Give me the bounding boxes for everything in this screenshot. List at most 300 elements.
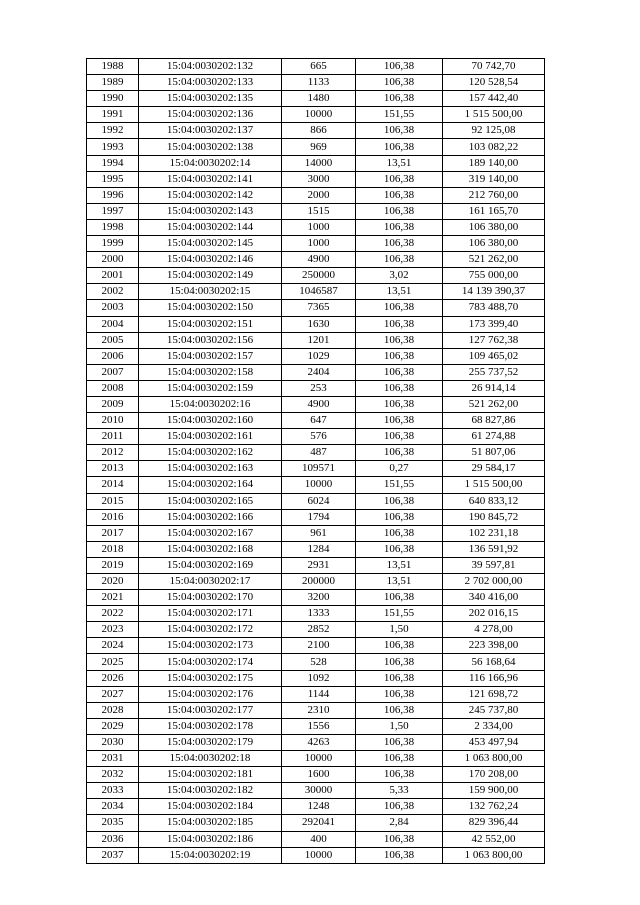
rate-cell: 3,02: [356, 268, 443, 284]
cadastral-number-cell: 15:04:0030202:185: [139, 815, 282, 831]
row-number-cell: 2027: [87, 686, 139, 702]
rate-cell: 106,38: [356, 493, 443, 509]
row-number-cell: 2013: [87, 461, 139, 477]
table-row: [87, 783, 545, 799]
rate-cell: 2,84: [356, 815, 443, 831]
row-number-cell: 2002: [87, 284, 139, 300]
area-cell: 647: [282, 413, 356, 429]
area-cell: 1630: [282, 316, 356, 332]
cadastral-number-cell: 15:04:0030202:166: [139, 509, 282, 525]
area-cell: 2852: [282, 622, 356, 638]
area-cell: 1333: [282, 606, 356, 622]
table-row: [87, 219, 545, 235]
table-row: [87, 284, 545, 300]
rate-cell: 106,38: [356, 203, 443, 219]
area-cell: 1248: [282, 799, 356, 815]
value-cell: 68 827,86: [443, 413, 545, 429]
value-cell: 51 807,06: [443, 445, 545, 461]
rate-cell: 106,38: [356, 171, 443, 187]
row-number-cell: 2020: [87, 574, 139, 590]
area-cell: 1046587: [282, 284, 356, 300]
area-cell: 1029: [282, 348, 356, 364]
rate-cell: 13,51: [356, 284, 443, 300]
rate-cell: 106,38: [356, 348, 443, 364]
area-cell: 487: [282, 445, 356, 461]
rate-cell: 106,38: [356, 300, 443, 316]
rate-cell: 106,38: [356, 654, 443, 670]
rate-cell: 151,55: [356, 477, 443, 493]
table-row: [87, 525, 545, 541]
rate-cell: 13,51: [356, 155, 443, 171]
area-cell: 292041: [282, 815, 356, 831]
value-cell: 102 231,18: [443, 525, 545, 541]
value-cell: 70 742,70: [443, 59, 545, 75]
area-cell: 2404: [282, 364, 356, 380]
value-cell: 61 274,88: [443, 429, 545, 445]
row-number-cell: 2011: [87, 429, 139, 445]
row-number-cell: 2026: [87, 670, 139, 686]
cadastral-number-cell: 15:04:0030202:172: [139, 622, 282, 638]
row-number-cell: 2006: [87, 348, 139, 364]
rate-cell: 106,38: [356, 123, 443, 139]
area-cell: 109571: [282, 461, 356, 477]
value-cell: 120 528,54: [443, 75, 545, 91]
value-cell: 319 140,00: [443, 171, 545, 187]
rate-cell: 13,51: [356, 557, 443, 573]
table-row: [87, 799, 545, 815]
table-row: [87, 380, 545, 396]
rate-cell: 151,55: [356, 606, 443, 622]
area-cell: 30000: [282, 783, 356, 799]
row-number-cell: 2016: [87, 509, 139, 525]
value-cell: 202 016,15: [443, 606, 545, 622]
rate-cell: 0,27: [356, 461, 443, 477]
rate-cell: 1,50: [356, 718, 443, 734]
area-cell: 4900: [282, 396, 356, 412]
rate-cell: 106,38: [356, 413, 443, 429]
value-cell: 1 515 500,00: [443, 107, 545, 123]
cadastral-number-cell: 15:04:0030202:19: [139, 847, 282, 863]
row-number-cell: 2014: [87, 477, 139, 493]
area-cell: 2931: [282, 557, 356, 573]
rate-cell: 106,38: [356, 332, 443, 348]
value-cell: 245 737,80: [443, 702, 545, 718]
cadastral-number-cell: 15:04:0030202:165: [139, 493, 282, 509]
table-row: [87, 107, 545, 123]
area-cell: 961: [282, 525, 356, 541]
row-number-cell: 2007: [87, 364, 139, 380]
cadastral-number-cell: 15:04:0030202:14: [139, 155, 282, 171]
value-cell: 116 166,96: [443, 670, 545, 686]
value-cell: 223 398,00: [443, 638, 545, 654]
row-number-cell: 2025: [87, 654, 139, 670]
cadastral-number-cell: 15:04:0030202:182: [139, 783, 282, 799]
cadastral-number-cell: 15:04:0030202:144: [139, 219, 282, 235]
rate-cell: 106,38: [356, 686, 443, 702]
value-cell: 453 497,94: [443, 734, 545, 750]
area-cell: 1000: [282, 219, 356, 235]
area-cell: 3000: [282, 171, 356, 187]
row-number-cell: 2009: [87, 396, 139, 412]
table-row: [87, 815, 545, 831]
rate-cell: 106,38: [356, 734, 443, 750]
rate-cell: 106,38: [356, 91, 443, 107]
rate-cell: 106,38: [356, 799, 443, 815]
table-row: [87, 557, 545, 573]
area-cell: 2100: [282, 638, 356, 654]
row-number-cell: 2005: [87, 332, 139, 348]
cadastral-number-cell: 15:04:0030202:146: [139, 252, 282, 268]
rate-cell: 13,51: [356, 574, 443, 590]
table-row: [87, 831, 545, 847]
row-number-cell: 2019: [87, 557, 139, 573]
cadastral-number-cell: 15:04:0030202:150: [139, 300, 282, 316]
area-cell: 10000: [282, 107, 356, 123]
cadastral-number-cell: 15:04:0030202:176: [139, 686, 282, 702]
area-cell: 1794: [282, 509, 356, 525]
row-number-cell: 2030: [87, 734, 139, 750]
table-row: [87, 187, 545, 203]
rate-cell: 106,38: [356, 236, 443, 252]
area-cell: 2310: [282, 702, 356, 718]
cadastral-number-cell: 15:04:0030202:142: [139, 187, 282, 203]
value-cell: 755 000,00: [443, 268, 545, 284]
value-cell: 4 278,00: [443, 622, 545, 638]
row-number-cell: 2000: [87, 252, 139, 268]
cadastral-number-cell: 15:04:0030202:159: [139, 380, 282, 396]
value-cell: 521 262,00: [443, 252, 545, 268]
value-cell: 159 900,00: [443, 783, 545, 799]
value-cell: 106 380,00: [443, 236, 545, 252]
row-number-cell: 2036: [87, 831, 139, 847]
value-cell: 2 702 000,00: [443, 574, 545, 590]
cadastral-number-cell: 15:04:0030202:138: [139, 139, 282, 155]
rate-cell: 106,38: [356, 187, 443, 203]
table-row: [87, 751, 545, 767]
value-cell: 340 416,00: [443, 590, 545, 606]
area-cell: 250000: [282, 268, 356, 284]
cadastral-number-cell: 15:04:0030202:168: [139, 541, 282, 557]
cadastral-number-cell: 15:04:0030202:170: [139, 590, 282, 606]
row-number-cell: 1991: [87, 107, 139, 123]
area-cell: 400: [282, 831, 356, 847]
rate-cell: 106,38: [356, 509, 443, 525]
value-cell: 106 380,00: [443, 219, 545, 235]
rate-cell: 106,38: [356, 590, 443, 606]
row-number-cell: 2012: [87, 445, 139, 461]
area-cell: 1556: [282, 718, 356, 734]
area-cell: 7365: [282, 300, 356, 316]
rate-cell: 106,38: [356, 429, 443, 445]
area-cell: 1144: [282, 686, 356, 702]
table-row: [87, 236, 545, 252]
area-cell: 10000: [282, 751, 356, 767]
row-number-cell: 2029: [87, 718, 139, 734]
rate-cell: 106,38: [356, 445, 443, 461]
rate-cell: 106,38: [356, 252, 443, 268]
row-number-cell: 2035: [87, 815, 139, 831]
cadastral-number-cell: 15:04:0030202:135: [139, 91, 282, 107]
value-cell: 640 833,12: [443, 493, 545, 509]
value-cell: 136 591,92: [443, 541, 545, 557]
cadastral-number-cell: 15:04:0030202:157: [139, 348, 282, 364]
table-row: [87, 59, 545, 75]
area-cell: 253: [282, 380, 356, 396]
cadastral-number-cell: 15:04:0030202:132: [139, 59, 282, 75]
area-cell: 576: [282, 429, 356, 445]
cadastral-number-cell: 15:04:0030202:143: [139, 203, 282, 219]
table-row: [87, 509, 545, 525]
area-cell: 2000: [282, 187, 356, 203]
cadastral-number-cell: 15:04:0030202:167: [139, 525, 282, 541]
row-number-cell: 1994: [87, 155, 139, 171]
table-row: [87, 493, 545, 509]
area-cell: 1000: [282, 236, 356, 252]
row-number-cell: 2017: [87, 525, 139, 541]
cadastral-number-cell: 15:04:0030202:160: [139, 413, 282, 429]
value-cell: 103 082,22: [443, 139, 545, 155]
table-row: [87, 123, 545, 139]
value-cell: 29 584,17: [443, 461, 545, 477]
area-cell: 4900: [282, 252, 356, 268]
cadastral-number-cell: 15:04:0030202:174: [139, 654, 282, 670]
value-cell: 42 552,00: [443, 831, 545, 847]
row-number-cell: 1999: [87, 236, 139, 252]
cadastral-number-cell: 15:04:0030202:17: [139, 574, 282, 590]
cadastral-number-cell: 15:04:0030202:16: [139, 396, 282, 412]
table-row: [87, 670, 545, 686]
value-cell: 157 442,40: [443, 91, 545, 107]
cadastral-number-cell: 15:04:0030202:161: [139, 429, 282, 445]
row-number-cell: 2004: [87, 316, 139, 332]
cadastral-number-cell: 15:04:0030202:149: [139, 268, 282, 284]
area-cell: 665: [282, 59, 356, 75]
area-cell: 1092: [282, 670, 356, 686]
rate-cell: 106,38: [356, 75, 443, 91]
table-row: [87, 767, 545, 783]
area-cell: 10000: [282, 477, 356, 493]
value-cell: 521 262,00: [443, 396, 545, 412]
value-cell: 170 208,00: [443, 767, 545, 783]
value-cell: 121 698,72: [443, 686, 545, 702]
cadastral-number-cell: 15:04:0030202:141: [139, 171, 282, 187]
table-row: [87, 847, 545, 863]
rate-cell: 106,38: [356, 219, 443, 235]
table-row: [87, 171, 545, 187]
value-cell: 829 396,44: [443, 815, 545, 831]
table-row: [87, 445, 545, 461]
value-cell: 1 063 800,00: [443, 847, 545, 863]
cadastral-number-cell: 15:04:0030202:173: [139, 638, 282, 654]
area-cell: 4263: [282, 734, 356, 750]
rate-cell: 106,38: [356, 767, 443, 783]
table-row: [87, 638, 545, 654]
row-number-cell: 2034: [87, 799, 139, 815]
cadastral-number-cell: 15:04:0030202:186: [139, 831, 282, 847]
value-cell: 255 737,52: [443, 364, 545, 380]
table-row: [87, 155, 545, 171]
table-row: [87, 606, 545, 622]
table-row: [87, 348, 545, 364]
row-number-cell: 1996: [87, 187, 139, 203]
cadastral-value-table: [86, 58, 545, 864]
rate-cell: 106,38: [356, 847, 443, 863]
cadastral-number-cell: 15:04:0030202:169: [139, 557, 282, 573]
rate-cell: 106,38: [356, 380, 443, 396]
value-cell: 14 139 390,37: [443, 284, 545, 300]
value-cell: 189 140,00: [443, 155, 545, 171]
table-row: [87, 702, 545, 718]
value-cell: 1 515 500,00: [443, 477, 545, 493]
cadastral-number-cell: 15:04:0030202:163: [139, 461, 282, 477]
cadastral-number-cell: 15:04:0030202:151: [139, 316, 282, 332]
value-cell: 173 399,40: [443, 316, 545, 332]
cadastral-number-cell: 15:04:0030202:162: [139, 445, 282, 461]
rate-cell: 106,38: [356, 139, 443, 155]
table-row: [87, 461, 545, 477]
value-cell: 127 762,38: [443, 332, 545, 348]
table-row: [87, 268, 545, 284]
cadastral-number-cell: 15:04:0030202:145: [139, 236, 282, 252]
table-row: [87, 91, 545, 107]
row-number-cell: 2008: [87, 380, 139, 396]
table-row: [87, 477, 545, 493]
row-number-cell: 2010: [87, 413, 139, 429]
cadastral-number-cell: 15:04:0030202:137: [139, 123, 282, 139]
rate-cell: 106,38: [356, 396, 443, 412]
rate-cell: 106,38: [356, 751, 443, 767]
row-number-cell: 1990: [87, 91, 139, 107]
rate-cell: 106,38: [356, 670, 443, 686]
area-cell: 6024: [282, 493, 356, 509]
area-cell: 1284: [282, 541, 356, 557]
value-cell: 212 760,00: [443, 187, 545, 203]
row-number-cell: 2022: [87, 606, 139, 622]
area-cell: 1133: [282, 75, 356, 91]
rate-cell: 5,33: [356, 783, 443, 799]
value-cell: 132 762,24: [443, 799, 545, 815]
row-number-cell: 2028: [87, 702, 139, 718]
cadastral-number-cell: 15:04:0030202:177: [139, 702, 282, 718]
rate-cell: 1,50: [356, 622, 443, 638]
table-row: [87, 316, 545, 332]
rate-cell: 106,38: [356, 525, 443, 541]
area-cell: 10000: [282, 847, 356, 863]
area-cell: 200000: [282, 574, 356, 590]
value-cell: 39 597,81: [443, 557, 545, 573]
table-row: [87, 300, 545, 316]
table-row: [87, 75, 545, 91]
area-cell: 528: [282, 654, 356, 670]
value-cell: 190 845,72: [443, 509, 545, 525]
value-cell: 2 334,00: [443, 718, 545, 734]
table-row: [87, 622, 545, 638]
row-number-cell: 2003: [87, 300, 139, 316]
table-row: [87, 332, 545, 348]
table-row: [87, 734, 545, 750]
row-number-cell: 1998: [87, 219, 139, 235]
rate-cell: 106,38: [356, 59, 443, 75]
table-row: [87, 203, 545, 219]
value-cell: 161 165,70: [443, 203, 545, 219]
value-cell: 783 488,70: [443, 300, 545, 316]
rate-cell: 106,38: [356, 364, 443, 380]
cadastral-number-cell: 15:04:0030202:133: [139, 75, 282, 91]
area-cell: 1480: [282, 91, 356, 107]
row-number-cell: 1989: [87, 75, 139, 91]
area-cell: 1515: [282, 203, 356, 219]
table-row: [87, 139, 545, 155]
value-cell: 109 465,02: [443, 348, 545, 364]
table-row: [87, 590, 545, 606]
cadastral-number-cell: 15:04:0030202:136: [139, 107, 282, 123]
cadastral-number-cell: 15:04:0030202:178: [139, 718, 282, 734]
row-number-cell: 2037: [87, 847, 139, 863]
row-number-cell: 2031: [87, 751, 139, 767]
row-number-cell: 1988: [87, 59, 139, 75]
area-cell: 1201: [282, 332, 356, 348]
cadastral-number-cell: 15:04:0030202:175: [139, 670, 282, 686]
table-row: [87, 686, 545, 702]
table-row: [87, 396, 545, 412]
rate-cell: 106,38: [356, 316, 443, 332]
row-number-cell: 2015: [87, 493, 139, 509]
area-cell: 3200: [282, 590, 356, 606]
row-number-cell: 2032: [87, 767, 139, 783]
cadastral-number-cell: 15:04:0030202:15: [139, 284, 282, 300]
row-number-cell: 2024: [87, 638, 139, 654]
rate-cell: 106,38: [356, 702, 443, 718]
cadastral-number-cell: 15:04:0030202:156: [139, 332, 282, 348]
cadastral-number-cell: 15:04:0030202:184: [139, 799, 282, 815]
table-row: [87, 413, 545, 429]
rate-cell: 151,55: [356, 107, 443, 123]
table-row: [87, 429, 545, 445]
rate-cell: 106,38: [356, 831, 443, 847]
area-cell: 969: [282, 139, 356, 155]
area-cell: 866: [282, 123, 356, 139]
value-cell: 92 125,08: [443, 123, 545, 139]
row-number-cell: 1992: [87, 123, 139, 139]
row-number-cell: 1993: [87, 139, 139, 155]
table-row: [87, 364, 545, 380]
row-number-cell: 2018: [87, 541, 139, 557]
rate-cell: 106,38: [356, 541, 443, 557]
cadastral-number-cell: 15:04:0030202:171: [139, 606, 282, 622]
cadastral-number-cell: 15:04:0030202:179: [139, 734, 282, 750]
table-body: [87, 59, 545, 864]
cadastral-number-cell: 15:04:0030202:158: [139, 364, 282, 380]
value-cell: 1 063 800,00: [443, 751, 545, 767]
rate-cell: 106,38: [356, 638, 443, 654]
cadastral-number-cell: 15:04:0030202:164: [139, 477, 282, 493]
row-number-cell: 1997: [87, 203, 139, 219]
row-number-cell: 2021: [87, 590, 139, 606]
table-row: [87, 541, 545, 557]
row-number-cell: 1995: [87, 171, 139, 187]
cadastral-number-cell: 15:04:0030202:18: [139, 751, 282, 767]
value-cell: 26 914,14: [443, 380, 545, 396]
area-cell: 1600: [282, 767, 356, 783]
table-row: [87, 654, 545, 670]
table-row: [87, 718, 545, 734]
cadastral-number-cell: 15:04:0030202:181: [139, 767, 282, 783]
table-row: [87, 574, 545, 590]
row-number-cell: 2023: [87, 622, 139, 638]
value-cell: 56 168,64: [443, 654, 545, 670]
row-number-cell: 2001: [87, 268, 139, 284]
area-cell: 14000: [282, 155, 356, 171]
